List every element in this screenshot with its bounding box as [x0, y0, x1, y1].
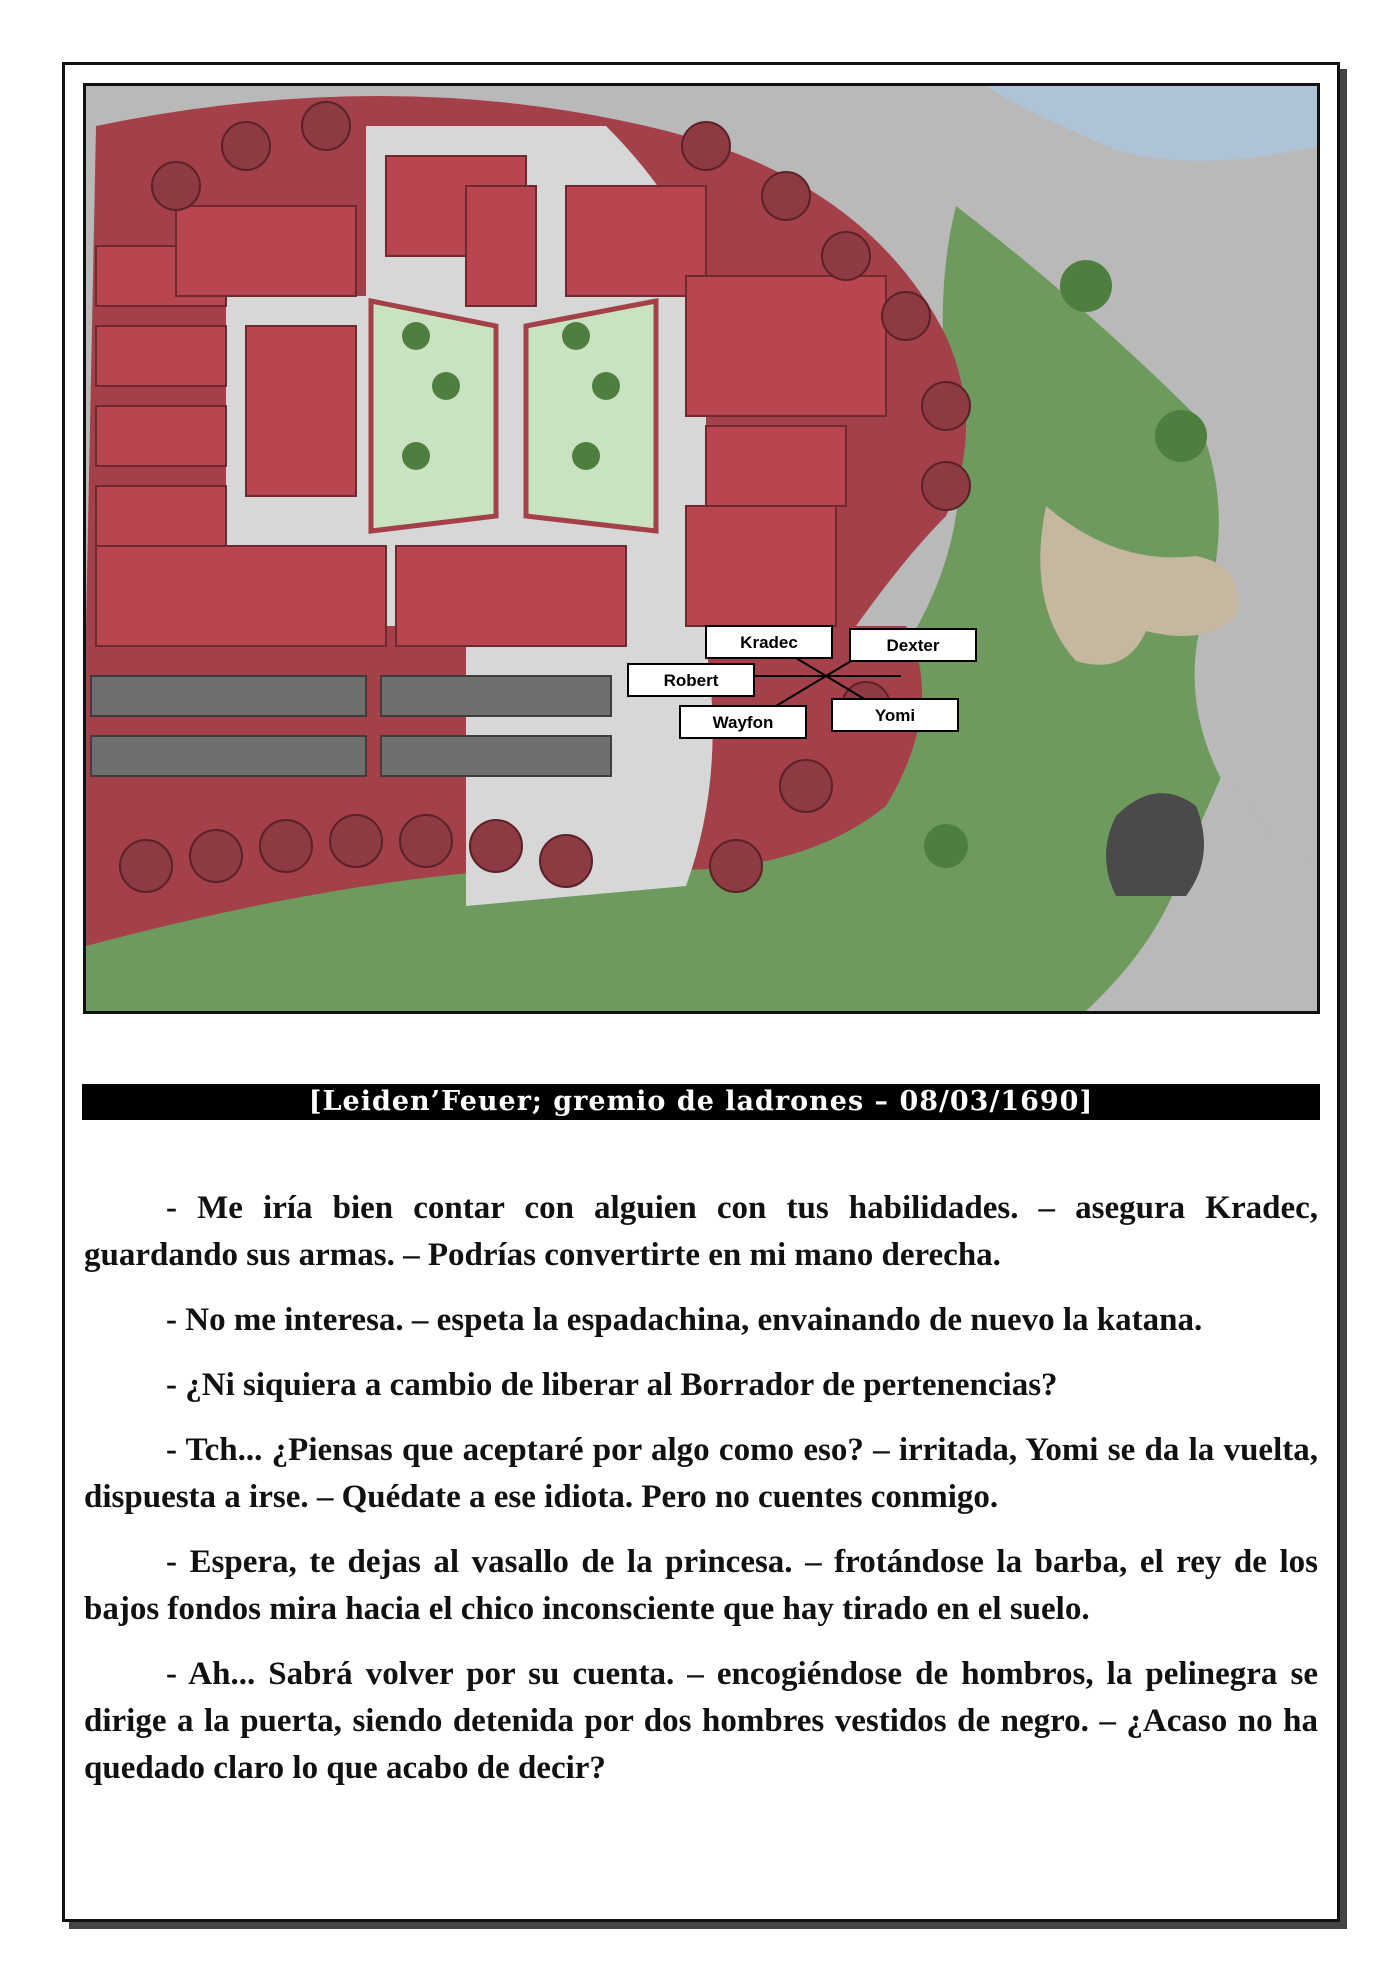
- svg-text:Wayfon: Wayfon: [712, 713, 774, 732]
- label-robert: [628, 664, 754, 696]
- story-text: [84, 1185, 1318, 1810]
- svg-text:Yomi: Yomi: [874, 706, 916, 725]
- paragraph: - Tch... ¿Piensas que aceptaré por algo como eso? – irritada, Yomi se da la vuelta, dispuesta a irse. – Quédate a ese idiota. Pero no cuentes conmigo.: [84, 1432, 1318, 1515]
- svg-text:Robert: Robert: [663, 671, 719, 690]
- label-kradec: [706, 626, 832, 658]
- svg-text:Kradec: Kradec: [740, 633, 798, 652]
- chapter-header: [Leiden’Feuer; gremio de ladrones – 08/03/1690]: [82, 1084, 1320, 1120]
- label-dexter: [850, 629, 976, 661]
- paragraph: - Ah... Sabrá volver por su cuenta. – encogiéndose de hombros, la pelinegra se dirige a la puerta, siendo detenida por dos hombres vestidos de negro. – ¿Acaso no ha quedado claro lo que acabo de decir?: [84, 1656, 1318, 1786]
- paragraph: - Espera, te dejas al vasallo de la princesa. – frotándose la barba, el rey de los bajos fondos mira hacia el chico inconsciente que hay tirado en el suelo.: [84, 1544, 1318, 1627]
- svg-text:Dexter: Dexter: [886, 636, 940, 655]
- paragraph: - No me interesa. – espeta la espadachina, envainando de nuevo la katana.: [166, 1302, 1203, 1338]
- paragraph: - Me iría bien contar con alguien con tus habilidades. – asegura Kradec, guardando sus armas. – Podrías convertirte en mi mano derecha.: [84, 1190, 1318, 1273]
- town-map: [83, 83, 1320, 1014]
- paragraph: - ¿Ni siquiera a cambio de liberar al Borrador de pertenencias?: [166, 1367, 1058, 1403]
- label-wayfon: [680, 706, 806, 738]
- label-yomi: [832, 699, 958, 731]
